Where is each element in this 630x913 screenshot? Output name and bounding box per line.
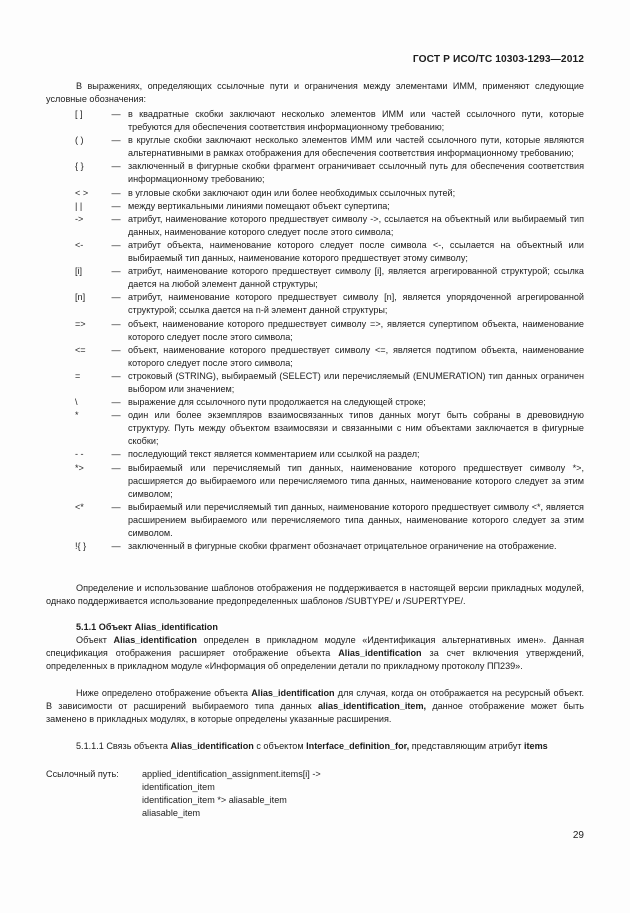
definition-dash: — <box>111 200 121 211</box>
definition-text: объект, наименование которого предшествует символу =>, является супертипом объекта, наименование которого следует после этого символа; <box>128 318 584 342</box>
subsection-heading: 5.1.1.1 Связь объекта Alias_identification с объектом Interface_definition_for, представляющим атрибут items <box>76 741 548 751</box>
definition-symbol: | | <box>75 200 83 211</box>
definition-symbol: -> <box>75 213 84 224</box>
definition-symbol: !{ } <box>75 541 87 552</box>
definitions-list <box>46 108 584 553</box>
definition-symbol: ( ) <box>75 135 84 146</box>
page-header: ГОСТ Р ИСО/ТС 10303-1293—2012 <box>412 54 584 65</box>
definition-text: один или более экземпляров взаимосвязанных типов данных могут быть собраны в древовидную структуру. Путь между объектом взаимосвязи и связанными с ним объектами заключается в фигурные скобки; <box>128 410 584 447</box>
definition-text: строковый (STRING), выбираемый (SELECT) или перечисляемый (ENUMERATION) тип данных ограничен выбором или значением; <box>128 370 584 394</box>
definition-dash: — <box>111 344 121 355</box>
definition-item <box>46 187 584 200</box>
definition-symbol: => <box>75 318 86 329</box>
definition-item <box>46 291 584 317</box>
section-paragraph-1: Объект Alias_identification определен в прикладном модуле «Идентификация альтернативных имен». Данная спецификация отображения расширяет отображение объекта Alias_identification за счет включения утверждений, определенных в прикладном модуле «Информация об определении детали по прикладному протоколу ПП239». <box>46 635 585 672</box>
definition-item <box>46 370 584 396</box>
definition-text: между вертикальными линиями помещают объект супертипа; <box>128 200 390 211</box>
definition-dash: — <box>111 161 121 172</box>
definition-text: объект, наименование которого предшествует символу <=, является подтипом объекта, наименование которого следует после этого символа; <box>128 344 584 368</box>
definition-dash: — <box>111 541 121 552</box>
definition-symbol: * <box>75 410 79 421</box>
definition-dash: — <box>111 318 121 329</box>
reference-path <box>46 768 584 820</box>
definition-text: в круглые скобки заключают несколько элементов ИММ или частей ссылочного пути, которые являются альтернативными в рамках отображения для обеспечения соответствия информационному требованию; <box>128 135 584 159</box>
definition-symbol: <= <box>75 344 86 355</box>
definition-dash: — <box>111 266 121 277</box>
definition-symbol: = <box>75 370 81 381</box>
path-line: identification_item <box>142 782 215 793</box>
templates-note: Определение и использование шаблонов отображения не поддерживается в настоящей версии прикладных модулей, однако поддерживается использование предопределенных шаблонов /SUBTYPE/ и /SUPERTYPE/. <box>46 583 584 607</box>
definition-text: последующий текст является комментарием или ссылкой на раздел; <box>128 449 420 460</box>
definition-text: в угловые скобки заключают один или более необходимых ссылочных путей; <box>128 187 456 198</box>
definition-item <box>46 344 584 370</box>
definition-item <box>46 265 584 291</box>
definition-symbol: *> <box>75 462 84 473</box>
definition-item <box>46 200 584 213</box>
definition-dash: — <box>111 397 121 408</box>
definition-text: атрибут, наименование которого предшествует символу ->, ссылается на объектный или выбираемый тип данных, наименование которого следует после этого символа; <box>128 213 584 237</box>
definition-text: в квадратные скобки заключают несколько элементов ИММ или частей ссылочного пути, которые требуются для обеспечения соответствия информационному требованию; <box>128 109 584 133</box>
definition-symbol: - - <box>75 449 84 460</box>
definition-text: атрибут, наименование которого предшествует символу [i], является агрегированной структурой; ссылка дается на любой элемент данной структуры; <box>128 266 584 290</box>
definition-dash: — <box>111 449 121 460</box>
definition-text: заключенный в фигурные скобки фрагмент обозначает отрицательное ограничение на отображение. <box>128 541 557 552</box>
definition-item <box>46 160 584 186</box>
definition-symbol: <- <box>75 239 84 250</box>
section-paragraph-2: Ниже определено отображение объекта Alias_identification для случая, когда он отображается на ресурсный объект. В зависимости от расширений выбираемого типа данных alias_identification_item, данное отображение может быть заменено в прикладных модулях, в которые определены указанные расширения. <box>46 688 584 725</box>
definition-item <box>46 448 584 461</box>
definition-dash: — <box>111 135 121 146</box>
definition-dash: — <box>111 501 121 512</box>
definition-item <box>46 318 584 344</box>
definition-item <box>46 213 584 239</box>
definition-symbol: < > <box>75 187 89 198</box>
reference-path-label: Ссылочный путь: <box>46 769 119 779</box>
section-heading <box>46 621 584 634</box>
definition-dash: — <box>111 410 121 421</box>
definition-item <box>46 409 584 448</box>
definition-symbol: \ <box>75 397 78 408</box>
path-line: aliasable_item <box>142 808 201 819</box>
definition-dash: — <box>111 213 121 224</box>
definition-item <box>46 501 584 540</box>
definition-item <box>46 540 584 553</box>
definition-item <box>46 396 584 409</box>
definition-text: атрибут, наименование которого предшествует символу [n], является упорядоченной агрегированной структурой; ссылка дается на n-й элемент данной структуры; <box>128 292 584 316</box>
path-line: identification_item *> aliasable_item <box>142 795 287 806</box>
definition-item <box>46 462 584 501</box>
page-number: 29 <box>572 830 584 841</box>
section-heading-text: 5.1.1 Объект Alias_identification <box>76 622 218 632</box>
definition-text: заключенный в фигурные скобки фрагмент ограничивает ссылочный путь для обеспечения соответствия информационному требованию; <box>128 161 584 185</box>
definition-symbol: [n] <box>75 292 86 303</box>
definition-text: выбираемый или перечисляемый тип данных, наименование которого предшествует символу *>, расширяется до выбираемого или перечисляемого типа данных, наименование которого следует за этим символом; <box>128 462 584 499</box>
intro-paragraph: В выражениях, определяющих ссылочные пути и ограничения между элементами ИММ, применяют следующие условные обозначения: <box>46 81 584 105</box>
definition-dash: — <box>111 292 121 303</box>
definition-text: выражение для ссылочного пути продолжается на следующей строке; <box>128 397 426 408</box>
definition-symbol: <* <box>75 501 84 512</box>
definition-symbol: [ ] <box>75 109 83 119</box>
definition-item <box>46 108 584 134</box>
definition-dash: — <box>111 239 121 250</box>
reference-path-lines <box>142 768 584 820</box>
definition-item <box>46 134 584 160</box>
definition-symbol: [i] <box>75 266 83 277</box>
definition-text: атрибут объекта, наименование которого следует после символа <-, ссылается на объектный или выбираемый тип данных, наименование которого предшествует этому символу; <box>128 239 584 264</box>
definition-item <box>46 239 584 265</box>
definition-dash: — <box>111 462 121 473</box>
definition-dash: — <box>111 187 121 198</box>
path-line: applied_identification_assignment.items[i] -> <box>142 769 321 779</box>
definition-dash: — <box>111 109 121 119</box>
definition-symbol: { } <box>75 161 84 172</box>
definition-text: выбираемый или перечисляемый тип данных, наименование которого предшествует символу <*, является расширением выбираемого или перечисляемого типа данных, наименование которого следует за этим символом. <box>128 501 584 538</box>
definition-dash: — <box>111 370 121 381</box>
